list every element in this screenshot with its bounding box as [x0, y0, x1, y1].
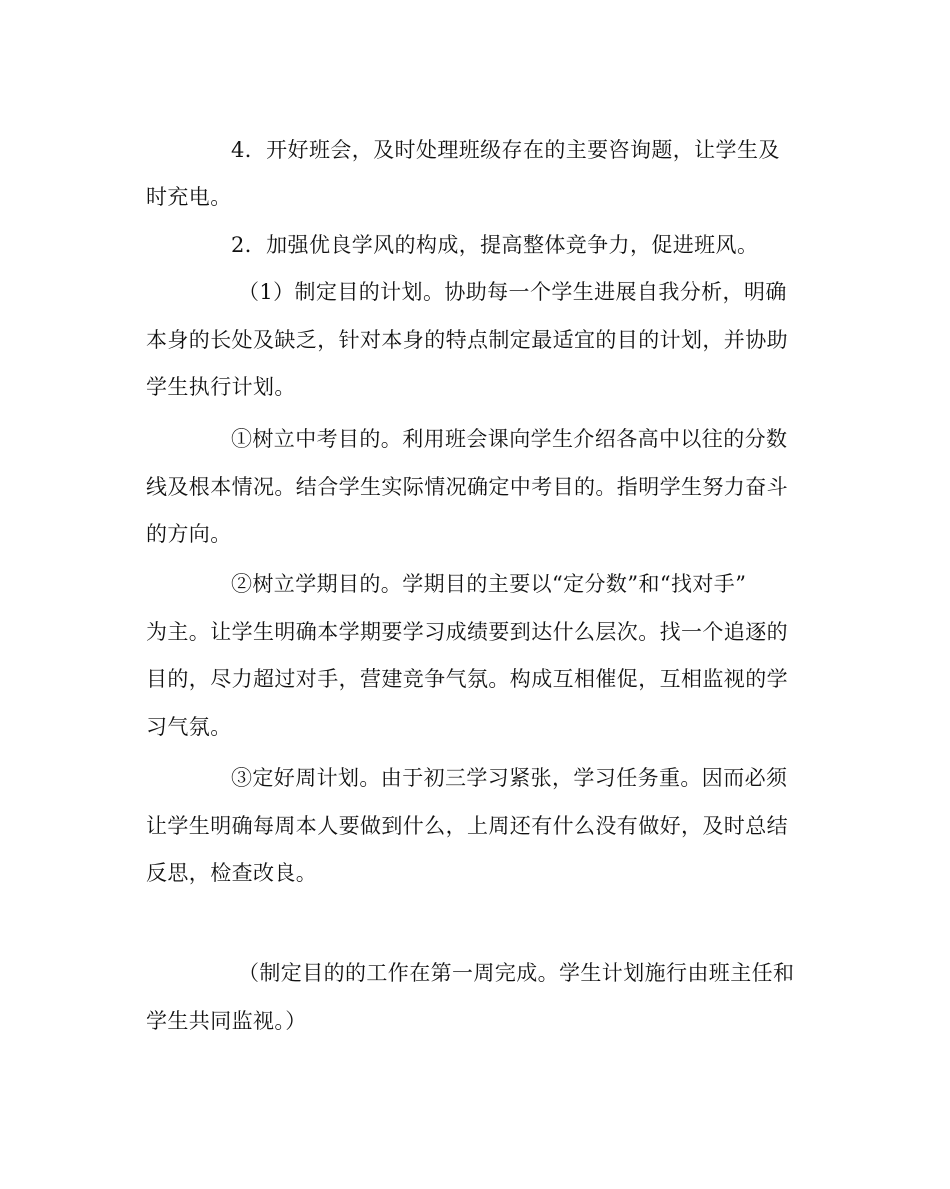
paragraph-line: 本身的长处及缺乏，针对本身的特点制定最适宜的目的计划，并协助 [146, 328, 788, 352]
paragraph-line: （1）制定目的计划。协助每一个学生进展自我分析，明确 [238, 280, 787, 304]
paragraph-line: 4．开好班会，及时处理班级存在的主要咨询题，让学生及 [231, 138, 780, 162]
paragraph-line: 线及根本情况。结合学生实际情况确定中考目的。指明学生努力奋斗 [146, 475, 788, 499]
paragraph-line: ②树立学期目的。学期目的主要以“定分数”和“找对手” [231, 572, 747, 596]
paragraph-line: 2．加强优良学风的构成，提高整体竞争力，促进班风。 [231, 233, 759, 257]
paragraph-line: （制定目的的工作在第一周完成。学生计划施行由班主任和 [238, 961, 795, 985]
paragraph-line: 让学生明确每周本人要做到什么，上周还有什么没有做好，及时总结 [146, 814, 788, 838]
paragraph-line: 习气氛。 [146, 715, 232, 739]
paragraph-line: ①树立中考目的。利用班会课向学生介绍各高中以往的分数 [231, 427, 788, 451]
paragraph-line: ③定好周计划。由于初三学习紧张，学习任务重。因而必须 [231, 766, 788, 790]
paragraph-line: 反思，检查改良。 [146, 861, 318, 885]
paragraph-line: 的方向。 [146, 522, 232, 546]
paragraph-line: 目的，尽力超过对手，营建竞争气氛。构成互相催促，互相监视的学 [146, 667, 788, 691]
paragraph-line: 为主。让学生明确本学期要学习成绩要到达什么层次。找一个追逐的 [146, 620, 788, 644]
paragraph-line: 学生共同监视。） [146, 1009, 307, 1033]
paragraph-line: 学生执行计划。 [146, 375, 296, 399]
paragraph-line: 时充电。 [146, 185, 232, 209]
